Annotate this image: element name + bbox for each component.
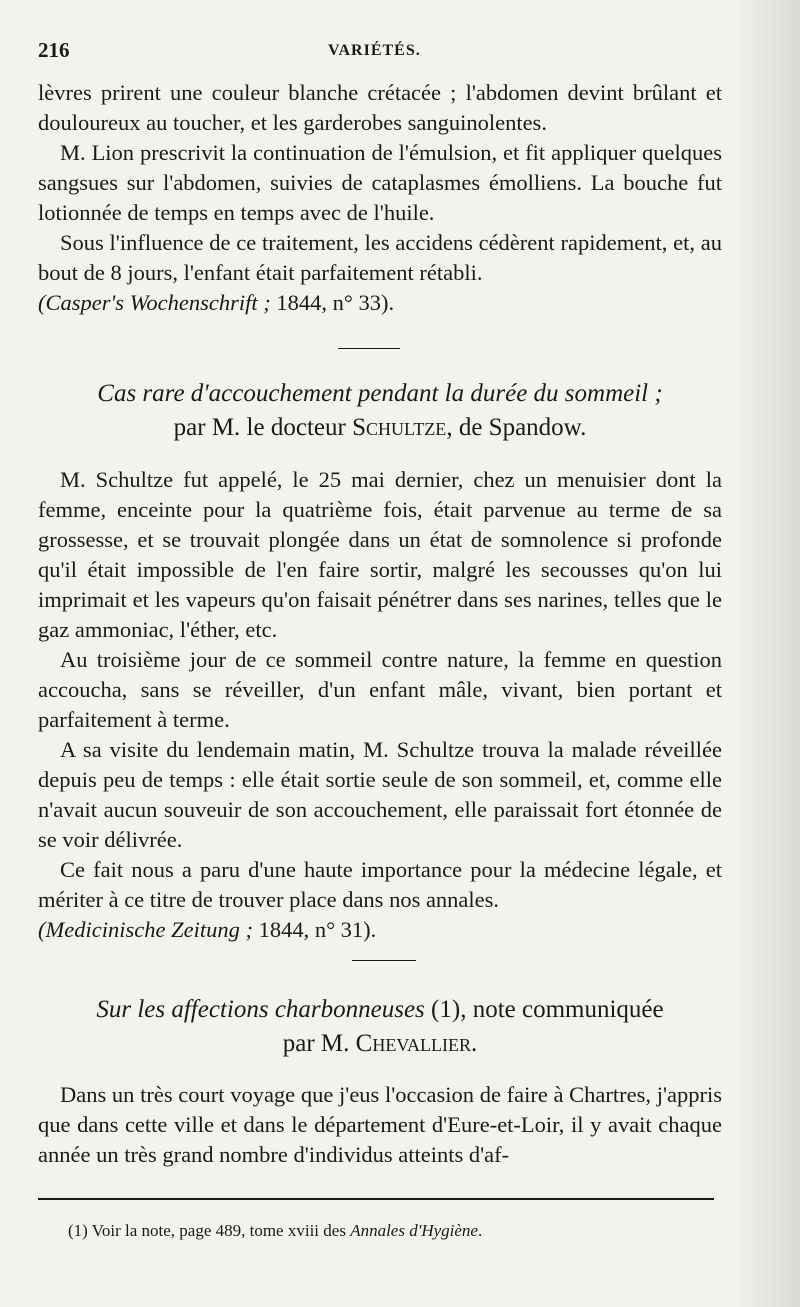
section-divider xyxy=(338,348,400,349)
page-number: 216 xyxy=(38,38,70,62)
running-head: VARIÉTÉS. xyxy=(328,42,421,59)
section-3-heading xyxy=(38,993,722,1061)
author-name: Schultze xyxy=(352,414,447,441)
section-2-byline xyxy=(38,411,722,445)
byline-prefix: par M. xyxy=(282,1030,356,1057)
footnote-rule xyxy=(38,1198,714,1200)
footnote-end: . xyxy=(477,1221,483,1240)
paragraph: Sous l'influence de ce traitement, les accidens cédèrent rapidement, et, au bout de 8 jours, l'enfant était parfaitement rétabli. xyxy=(38,230,722,285)
section-2-text xyxy=(38,465,722,945)
byline-suffix: . xyxy=(471,1030,478,1057)
paragraph: M. Schultze fut appelé, le 25 mai dernier, chez un menuisier dont la femme, enceinte pour la quatrième fois, était parvenue au terme de sa grossesse, et se trouvait plongée dans un état de somnolence si profonde qu'il était impossible de l'en faire sortir, malgré les secousses qu'on lui imprimait et les vapeurs qu'on faisait pénétrer dans ses narines, telles que le gaz ammoniac, l'éther, etc. xyxy=(38,467,722,642)
section-2-heading xyxy=(38,377,722,445)
page-edge-shadow xyxy=(730,0,800,1307)
byline-prefix: par M. le docteur xyxy=(173,414,353,441)
paragraph: M. Lion prescrivit la continuation de l'émulsion, et fit appliquer quelques sangsues sur l'abdomen, suivies de cataplasmes émolliens. La bouche fut lotionnée de temps en temps avec de l'huile. xyxy=(38,140,722,225)
citation-issue: 1844, n° 33). xyxy=(276,290,395,315)
paragraph: lèvres prirent une couleur blanche crétacée ; l'abdomen devint brûlant et douloureux au toucher, et les garderobes sanguinolentes. xyxy=(38,80,722,135)
section-3-byline xyxy=(38,1027,722,1061)
section-2-title: Cas rare d'accouchement pendant la durée du sommeil ; xyxy=(97,380,663,407)
page-header xyxy=(38,38,740,68)
paragraph: A sa visite du lendemain matin, M. Schultze trouva la malade réveillée depuis peu de temps : elle était sortie seule de son sommeil, et, comme elle n'avait aucun souveuir de son accouchement, elle paraissait fort étonnée de se voir délivrée. xyxy=(38,737,722,852)
citation-source: (Medicinische Zeitung ; xyxy=(38,917,259,942)
footnote-journal: Annales d'Hygiène xyxy=(350,1221,478,1240)
citation xyxy=(38,288,722,318)
citation-issue: 1844, n° 31). xyxy=(258,917,377,942)
paragraph: Dans un très court voyage que j'eus l'occasion de faire à Chartres, j'appris que dans cette ville et dans le département d'Eure-et-Loir, il y avait chaque année un très grand nombre d'individus atteints d'af- xyxy=(38,1082,722,1167)
section-3-title-rest: (1), note communiquée xyxy=(424,996,664,1023)
paragraph: Au troisième jour de ce sommeil contre nature, la femme en question accoucha, sans se réveiller, d'un enfant mâle, vivant, bien portant et parfaitement à terme. xyxy=(38,647,722,732)
citation xyxy=(38,915,722,945)
section-3-text xyxy=(38,1080,722,1170)
footnote-text: (1) Voir la note, page 489, tome xviii des xyxy=(68,1221,351,1240)
citation-source: (Casper's Wochenschrift ; xyxy=(38,290,277,315)
section-3-title xyxy=(38,993,722,1027)
section-1-text xyxy=(38,78,722,318)
paragraph: Ce fait nous a paru d'une haute importance pour la médecine légale, et mériter à ce titre de trouver place dans nos annales. xyxy=(38,857,722,912)
author-name: Chevallier xyxy=(355,1030,471,1057)
footnote xyxy=(68,1221,482,1241)
section-divider xyxy=(352,960,416,961)
section-3-title-italic: Sur les affections charbonneuses xyxy=(96,996,425,1023)
byline-suffix: , de Spandow. xyxy=(446,414,587,441)
